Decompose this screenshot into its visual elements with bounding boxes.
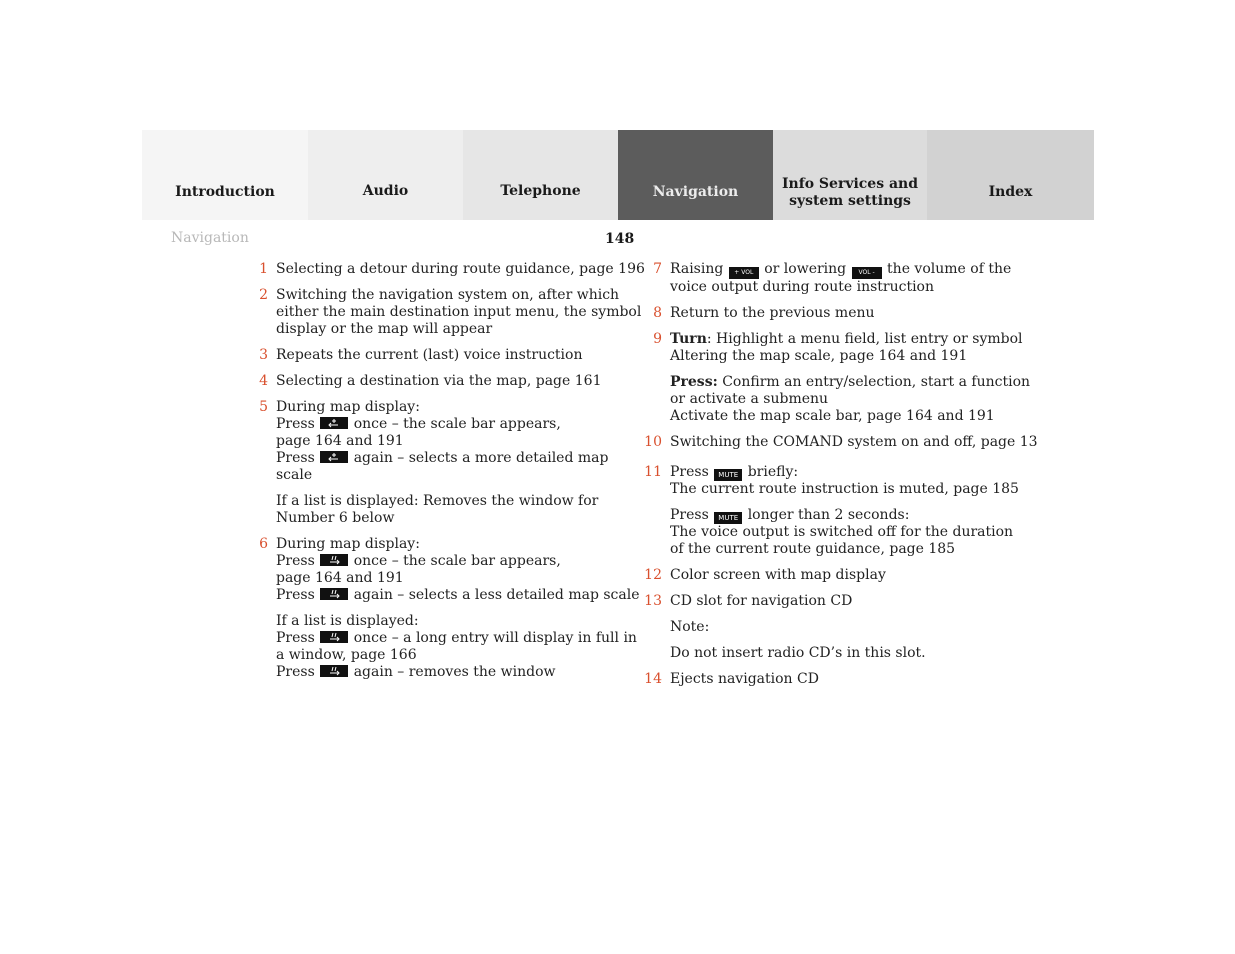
tab-telephone[interactable]: Telephone xyxy=(463,130,618,220)
page-number: 148 xyxy=(605,231,635,247)
section-label: Navigation xyxy=(171,230,249,246)
list-item: 12 Color screen with map display xyxy=(644,567,886,583)
list-item: 6 During map display: Press once – the scale bar appears, page 164 and 191 Press again – selects a less detailed map scale If a list is displayed: Press once – a long entry will display in full in a window, page 166 Press again – removes the window xyxy=(259,536,640,680)
zoom-out-key-icon xyxy=(320,554,348,566)
list-item: 3 Repeats the current (last) voice instruction xyxy=(259,347,583,363)
list-item: 7 Raising + VOL or lowering VOL - the volume of the voice output during route instruction xyxy=(653,261,1012,295)
zoom-in-key-icon xyxy=(320,451,348,463)
list-item: 1 Selecting a detour during route guidance, page 196 xyxy=(259,261,645,277)
zoom-in-key-icon xyxy=(320,417,348,429)
tab-navigation[interactable]: Navigation xyxy=(618,130,773,220)
volume-up-key-icon: + VOL xyxy=(729,267,759,279)
list-item: 10 Switching the COMAND system on and off, page 13 xyxy=(644,434,1038,450)
list-item: 4 Selecting a destination via the map, page 161 xyxy=(259,373,602,389)
mute-key-icon: MUTE xyxy=(714,512,742,524)
list-item: 14 Ejects navigation CD xyxy=(644,671,819,687)
tab-introduction[interactable]: Introduction xyxy=(142,130,308,220)
zoom-out-key-icon xyxy=(320,588,348,600)
tab-info-services[interactable]: Info Services and system settings xyxy=(773,130,927,220)
chapter-tabs xyxy=(142,130,1094,220)
list-item: 11 Press MUTE briefly: The current route instruction is muted, page 185 Press MUTE longer than 2 seconds: The voice output is switched off for the duration of the current route guidance, page 185 xyxy=(644,464,1019,557)
list-item: 5 During map display: Press once – the scale bar appears, page 164 and 191 Press again – selects a more detailed map scale If a list is displayed: Removes the window for Number 6 below xyxy=(259,399,609,526)
mute-key-icon: MUTE xyxy=(714,469,742,481)
list-item: 13 CD slot for navigation CD Note: Do not insert radio CD’s in this slot. xyxy=(644,593,926,661)
tab-audio[interactable]: Audio xyxy=(308,130,463,220)
tab-index[interactable]: Index xyxy=(927,130,1094,220)
list-item: 9 Turn: Highlight a menu field, list entry or symbol Altering the map scale, page 164 and 191 Press: Confirm an entry/selection, start a function or activate a submenu Activate the map scale bar, page 164 and 191 xyxy=(653,331,1031,424)
zoom-out-key-icon xyxy=(320,631,348,643)
list-item: 2 Switching the navigation system on, after which either the main destination input menu, the symbol display or the map will appear xyxy=(259,287,642,337)
right-column xyxy=(630,261,1038,697)
zoom-out-key-icon xyxy=(320,665,348,677)
list-item: 8 Return to the previous menu xyxy=(653,305,875,321)
left-column xyxy=(245,261,645,690)
volume-down-key-icon: VOL - xyxy=(852,267,882,279)
